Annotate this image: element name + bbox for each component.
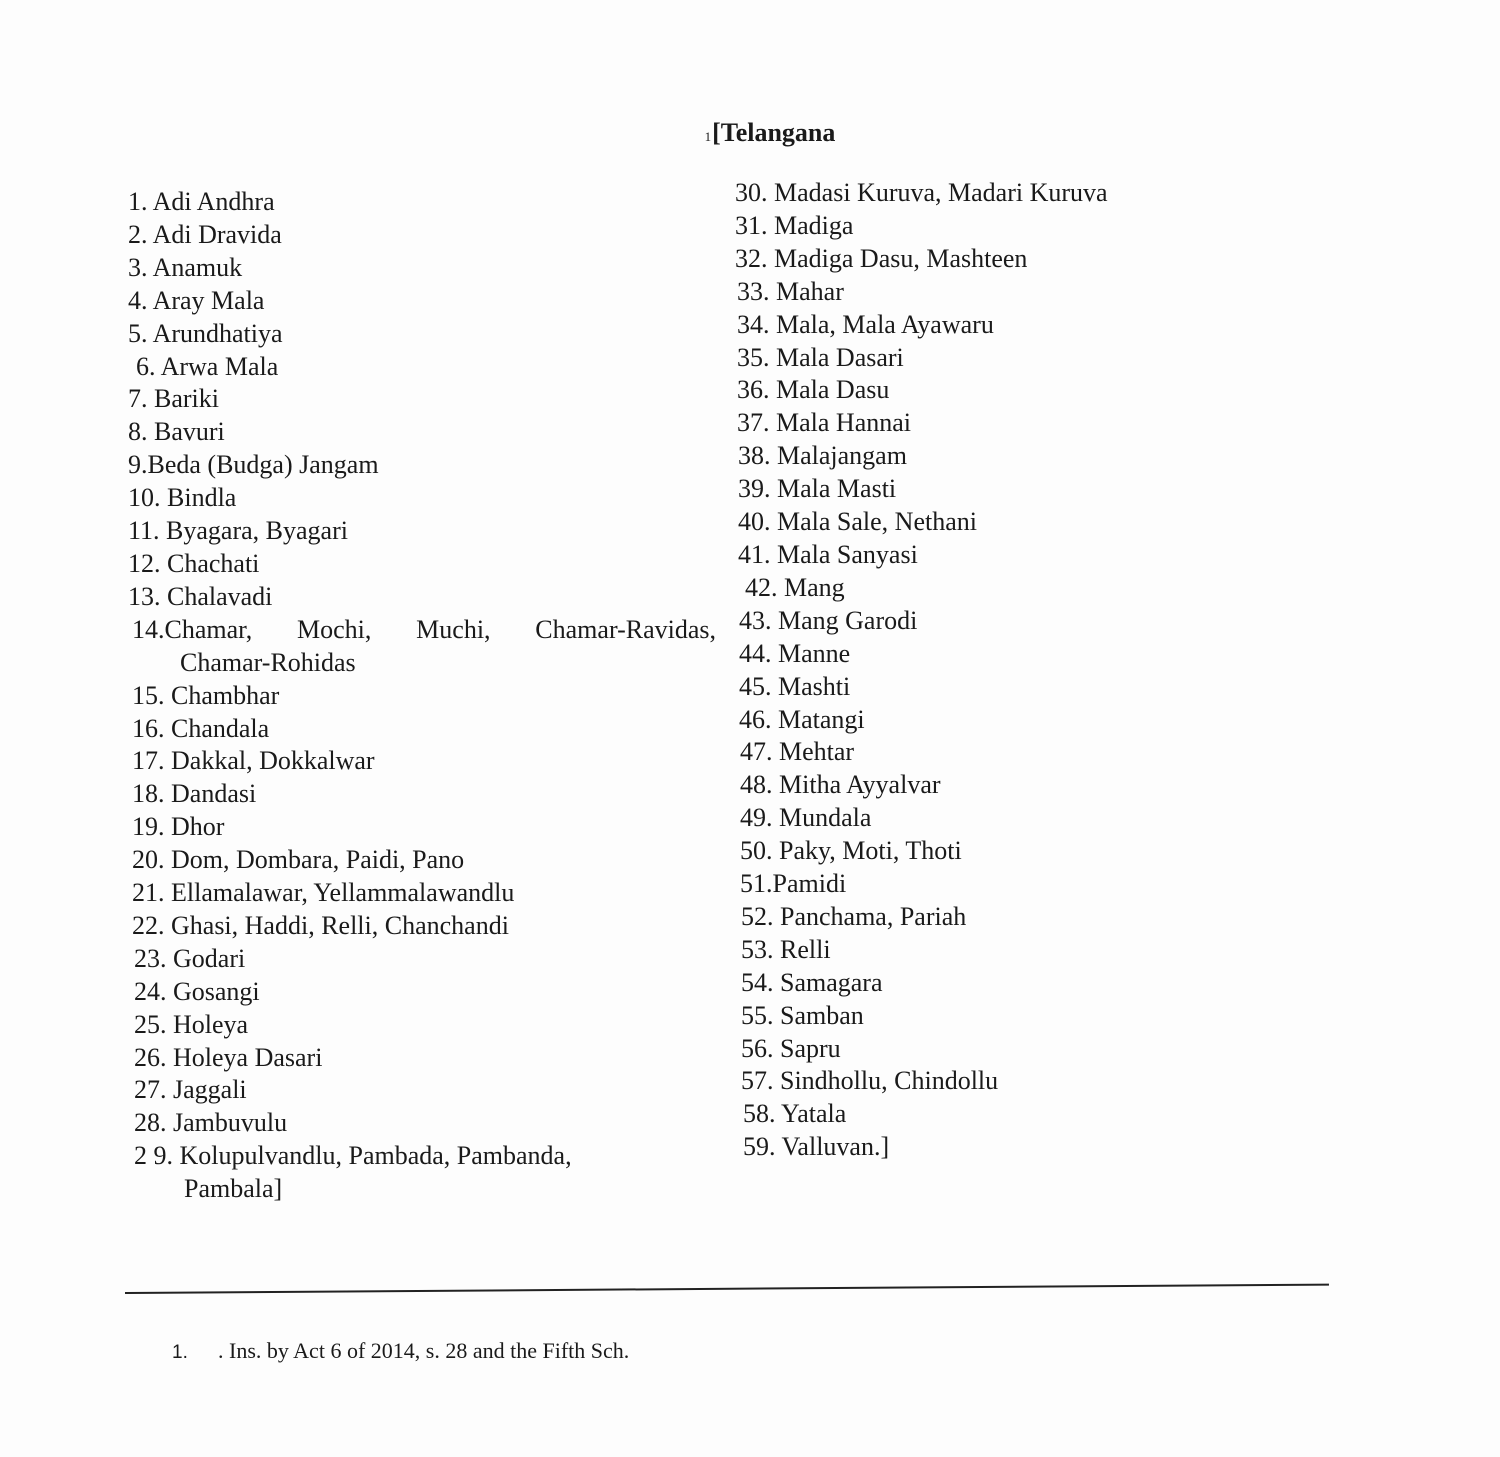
item-text: Mang Garodi xyxy=(778,605,918,635)
item-number: 48. xyxy=(740,770,773,800)
item-number: 33. xyxy=(737,276,770,306)
item-continuation: Pambala] xyxy=(184,1174,283,1204)
list-item xyxy=(735,374,1335,407)
list-item xyxy=(128,515,716,548)
left-column-list xyxy=(128,186,716,1206)
item-number: 21. xyxy=(132,878,165,908)
item-number: 53. xyxy=(741,934,774,964)
item-number: 27. xyxy=(134,1075,167,1105)
item-text: Pamidi xyxy=(772,869,847,899)
item-number: 31. xyxy=(735,210,768,240)
list-item xyxy=(128,482,716,515)
item-text: Samagara xyxy=(780,967,883,997)
list-item xyxy=(128,680,716,713)
list-item xyxy=(128,219,716,252)
list-item xyxy=(735,572,1335,605)
item-text: Samban xyxy=(780,1000,864,1030)
list-item xyxy=(128,449,716,482)
list-item xyxy=(735,638,1335,671)
item-number: 15. xyxy=(132,680,165,710)
item-number: 56. xyxy=(741,1033,774,1063)
item-number: 55. xyxy=(741,1000,774,1030)
item-number: 54. xyxy=(741,967,774,997)
item-text: Adi Andhra xyxy=(152,187,275,216)
item-text: Relli xyxy=(780,934,831,964)
item-text: Mang xyxy=(784,572,845,602)
item-number: 37. xyxy=(737,408,770,438)
list-item xyxy=(128,713,716,746)
item-text: Byagara, Byagari xyxy=(166,516,348,546)
list-item xyxy=(735,1131,1335,1164)
item-text: Madasi Kuruva, Madari Kuruva xyxy=(774,178,1108,207)
item-text: Dhor xyxy=(171,812,225,842)
list-item xyxy=(128,943,716,976)
item-text: Adi Dravida xyxy=(152,219,282,249)
item-number: 46. xyxy=(739,704,772,734)
list-item xyxy=(128,976,716,1009)
heading-title: [Telangana xyxy=(712,118,836,147)
item-text: Mehtar xyxy=(779,737,855,767)
list-item xyxy=(735,671,1335,704)
item-number: 52. xyxy=(741,901,774,931)
list-item xyxy=(735,802,1335,835)
list-item xyxy=(128,548,716,581)
list-item xyxy=(128,811,716,844)
list-item xyxy=(128,252,716,285)
item-text: Sapru xyxy=(780,1033,841,1063)
item-text: Mundala xyxy=(779,803,872,833)
list-item xyxy=(128,186,716,219)
item-text: Kolupulvandlu, Pambada, Pambanda, xyxy=(179,1141,572,1171)
item-text: Bavuri xyxy=(154,417,225,447)
item-text: Godari xyxy=(173,943,246,973)
list-item xyxy=(735,605,1335,638)
list-item xyxy=(128,1140,716,1206)
item-text: Anamuk xyxy=(152,252,243,282)
item-text: Jaggali xyxy=(173,1075,247,1105)
list-item xyxy=(128,416,716,449)
item-text: Arundhatiya xyxy=(152,318,283,348)
list-item xyxy=(128,318,716,351)
item-text: Mala Sale, Nethani xyxy=(777,507,977,537)
list-item xyxy=(128,581,716,614)
list-item xyxy=(735,901,1335,934)
item-text: Ellamalawar, Yellammalawandlu xyxy=(171,878,515,908)
item-number: 20. xyxy=(132,845,165,875)
list-item xyxy=(735,243,1335,276)
item-continuation: Chamar-Rohidas xyxy=(180,647,356,677)
item-number: 16. xyxy=(132,713,165,743)
list-item xyxy=(735,868,1335,901)
item-number: 22. xyxy=(132,910,165,940)
item-number: 35. xyxy=(737,342,770,372)
item-number: 17. xyxy=(132,746,165,776)
item-text: Panchama, Pariah xyxy=(780,901,967,931)
item-text: Yatala xyxy=(781,1099,847,1129)
item-text: Dakkal, Dokkalwar xyxy=(171,746,375,776)
list-item xyxy=(735,1098,1335,1131)
item-number: 6. xyxy=(136,351,156,381)
list-item xyxy=(128,383,716,416)
item-text: Mala Dasari xyxy=(776,342,904,372)
item-number: 34. xyxy=(737,309,770,339)
item-number: 41. xyxy=(738,539,771,569)
item-number: 50. xyxy=(740,836,773,866)
list-item xyxy=(735,1000,1335,1033)
item-text: Bariki xyxy=(154,384,219,414)
item-text: Madiga xyxy=(774,210,854,240)
list-item xyxy=(128,1074,716,1107)
item-number: 47. xyxy=(740,737,773,767)
item-number: 36. xyxy=(737,375,770,405)
item-text: Gosangi xyxy=(173,976,260,1006)
item-text: Mala Sanyasi xyxy=(777,539,918,569)
footnote-marker: 1 xyxy=(704,129,712,144)
list-item xyxy=(128,614,716,680)
item-number: 45. xyxy=(739,671,772,701)
list-item xyxy=(735,276,1335,309)
list-item xyxy=(128,1009,716,1042)
item-number: 49. xyxy=(740,803,773,833)
item-number: 57. xyxy=(741,1066,774,1096)
item-text: Madiga Dasu, Mashteen xyxy=(774,243,1028,273)
item-number: 59. xyxy=(743,1132,776,1162)
item-text: Ghasi, Haddi, Relli, Chanchandi xyxy=(171,910,509,940)
item-number: 32. xyxy=(735,243,768,273)
item-number: 14. xyxy=(132,614,165,644)
item-number: 18. xyxy=(132,779,165,809)
list-item xyxy=(128,1042,716,1075)
item-number: 43. xyxy=(739,605,772,635)
item-text: Chalavadi xyxy=(167,581,273,611)
item-number: 1. xyxy=(128,187,148,216)
list-item xyxy=(735,210,1335,243)
item-number: 4. xyxy=(128,285,148,315)
item-number: 12. xyxy=(128,548,161,578)
list-item xyxy=(128,1107,716,1140)
item-text: Chambhar xyxy=(171,680,280,710)
item-text: Sindhollu, Chindollu xyxy=(780,1066,999,1096)
item-number: 11. xyxy=(128,516,160,546)
item-number: 13. xyxy=(128,581,161,611)
item-text: Bindla xyxy=(167,483,237,513)
item-text: Dom, Dombara, Paidi, Pano xyxy=(171,845,465,875)
list-item xyxy=(128,285,716,318)
list-item xyxy=(735,177,1335,210)
item-text: Jambuvulu xyxy=(173,1108,288,1138)
list-item xyxy=(735,1065,1335,1098)
list-item xyxy=(128,910,716,943)
item-text: Valluvan.] xyxy=(781,1132,890,1162)
list-item xyxy=(735,309,1335,342)
list-item xyxy=(735,539,1335,572)
item-text: Chachati xyxy=(167,548,260,578)
item-text: Mala Dasu xyxy=(776,375,890,405)
item-text: Mitha Ayyalvar xyxy=(779,770,941,800)
item-text: Mala Hannai xyxy=(776,408,912,438)
list-item xyxy=(128,877,716,910)
item-number: 8. xyxy=(128,417,148,447)
item-text: Aray Mala xyxy=(152,285,265,315)
item-number: 28. xyxy=(134,1108,167,1138)
list-item xyxy=(735,342,1335,375)
list-item xyxy=(735,473,1335,506)
item-number: 2 9. xyxy=(134,1141,173,1171)
item-text: Chandala xyxy=(171,713,270,743)
item-text: Holeya xyxy=(173,1009,249,1039)
list-item xyxy=(735,835,1335,868)
item-text: Matangi xyxy=(778,704,865,734)
list-item xyxy=(735,506,1335,539)
footnote xyxy=(172,1338,629,1364)
item-number: 40. xyxy=(738,507,771,537)
item-number: 58. xyxy=(743,1099,776,1129)
item-text: Mahar xyxy=(776,276,844,306)
item-text: Arwa Mala xyxy=(160,351,279,381)
item-number: 51. xyxy=(740,869,773,899)
right-column-list xyxy=(735,177,1335,1164)
footnote-number: 1. xyxy=(172,1342,188,1363)
item-number: 24. xyxy=(134,976,167,1006)
list-item xyxy=(128,351,716,384)
item-text: Holeya Dasari xyxy=(173,1042,323,1072)
item-number: 25. xyxy=(134,1009,167,1039)
list-item xyxy=(735,736,1335,769)
item-text: Paky, Moti, Thoti xyxy=(779,836,962,866)
list-item xyxy=(735,1033,1335,1066)
item-number: 3. xyxy=(128,252,148,282)
item-text: Beda (Budga) Jangam xyxy=(147,450,379,480)
item-text: Chamar, Mochi, Muchi, Chamar-Ravidas, xyxy=(164,614,716,644)
item-number: 39. xyxy=(738,474,771,504)
page-heading xyxy=(0,118,1500,148)
item-text: Mala, Mala Ayawaru xyxy=(776,309,994,339)
list-item xyxy=(735,440,1335,473)
list-item xyxy=(128,778,716,811)
list-item xyxy=(128,745,716,778)
item-text: Mashti xyxy=(778,671,851,701)
item-text: Dandasi xyxy=(171,779,257,809)
item-number: 26. xyxy=(134,1042,167,1072)
footnote-divider xyxy=(125,1284,1329,1294)
item-number: 7. xyxy=(128,384,148,414)
item-number: 9. xyxy=(128,450,148,480)
item-number: 38. xyxy=(738,441,771,471)
list-item xyxy=(735,934,1335,967)
item-number: 30. xyxy=(735,178,768,207)
item-number: 42. xyxy=(745,572,778,602)
list-item xyxy=(735,704,1335,737)
item-number: 10. xyxy=(128,483,161,513)
item-number: 44. xyxy=(739,638,772,668)
list-item xyxy=(735,407,1335,440)
item-text: Mala Masti xyxy=(777,474,897,504)
item-number: 19. xyxy=(132,812,165,842)
list-item xyxy=(735,769,1335,802)
item-number: 5. xyxy=(128,318,148,348)
footnote-text: . Ins. by Act 6 of 2014, s. 28 and the Fifth Sch. xyxy=(218,1338,630,1363)
item-number: 2. xyxy=(128,219,148,249)
item-number: 23. xyxy=(134,943,167,973)
item-text: Malajangam xyxy=(777,441,907,471)
list-item xyxy=(128,844,716,877)
list-item xyxy=(735,967,1335,1000)
item-text: Manne xyxy=(778,638,851,668)
